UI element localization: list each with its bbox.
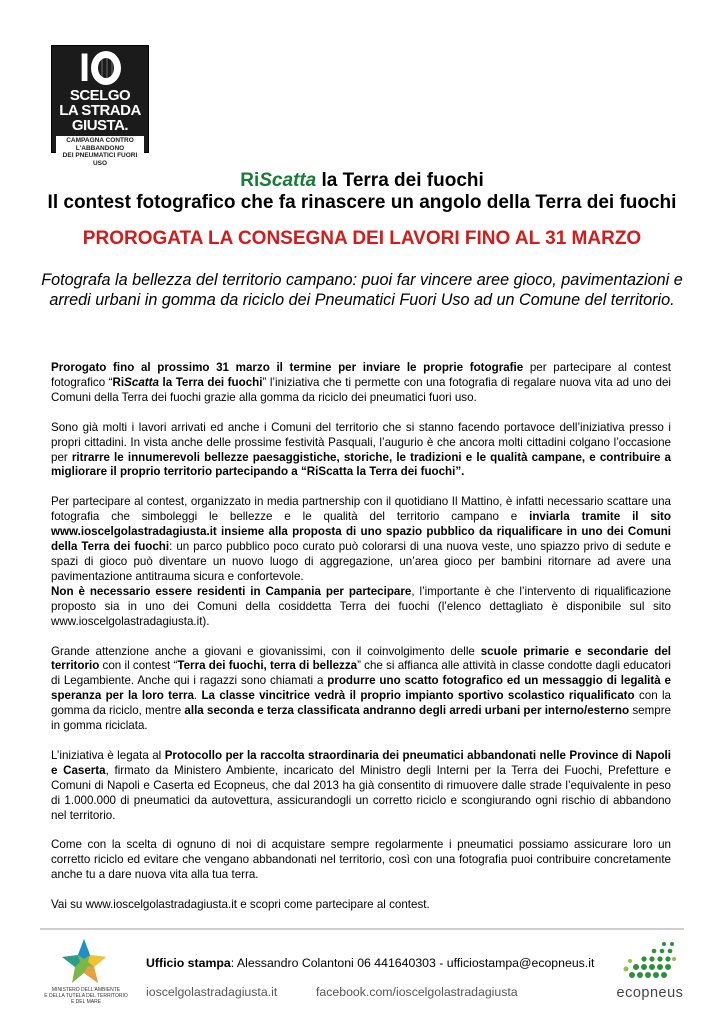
ministero-caption: MINISTERO DELL'AMBIENTE E DELLA TUTELA DEL TERRITORIO E DEL MARE <box>44 987 128 1005</box>
paragraph-5: L’iniziativa è legata al Protocollo per la raccolta straordinaria dei pneumatici abbandonati nelle Province di Napoli e Caserta, firmato da Ministero Ambiente, incaricato del Ministro degli Interni per la Terra dei Fuochi, Prefetture e Comuni di Napoli e Caserta ed Ecopneus, che dal 2013 ha già consentito di rimuovere dalle strade l’equivalente in peso di 1.000.000 di pneumatici da autovettura, assicurandogli un corretto riciclo e scongiurando ogni rischio di abbandono nel territorio. <box>51 748 671 822</box>
paragraph-4: Grande attenzione anche a giovani e giovanissimi, con il coinvolgimento delle scuole primarie e secondarie del territorio con il contest “Terra dei fuochi, terra di bellezza” che si affianca alle attività in classe condotte dagli educatori di Legambiente. Anche qui i ragazzi sono chiamati a produrre uno scatto fotografico ed un messaggio di legalità e speranza per la loro terra. La classe vincitrice vedrà il proprio impianto sportivo scolastico riqualificato con la gomma da riciclo, mentre alla seconda e terza classificata andranno degli arredi urbani per interno/esterno sempre in gomma riciclata. <box>51 644 672 733</box>
logo-line-3: GIUSTA. <box>71 117 129 134</box>
main-title <box>0 170 724 192</box>
footer-divider <box>40 928 684 930</box>
site-link[interactable]: ioscelgolastradagiusta.it <box>146 985 278 999</box>
campaign-logo <box>51 45 149 167</box>
ecopneus-wordmark: ecopneus <box>616 985 684 1001</box>
lead-paragraph: Fotografa la bellezza del territorio campano: puoi far vincere aree gioco, pavimentazioni e arredi urbani in gomma da riciclo dei Pneumatici Fuori Uso ad un Comune del territorio. <box>41 271 683 309</box>
paragraph-3b: Non è necessario essere residenti in Campania per partecipare, l’importante è che l’intervento di riqualificazione proposto sia in uno dei Comuni della cosiddetta Terra dei fuochi (l’elenco dettagliato è disponibile sul sito www.ioscelgolastradagiusta.it). <box>51 584 671 628</box>
press-office: Ufficio stampa: Alessandro Colantoni 06 441640303 - ufficiostampa@ecopneus.it <box>146 956 595 970</box>
ministero-star-icon <box>44 935 128 987</box>
paragraph-2: Sono già molti i lavori arrivati ed anche i Comuni del territorio che si stanno facendo portavoce dell’iniziativa presso i propri cittadini. In vista anche delle prossime festività Pasquali, l’augurio è che ancora molti cittadini colgano l’occasione per ritrarre le innumerevoli bellezze paesaggistiche, storiche, le tradizioni e le qualità campane, e contribuire a migliorare il proprio territorio partecipando a “RiScatta la Terra dei fuochi”. <box>51 420 671 479</box>
logo-io-i: I <box>78 46 90 90</box>
article-body <box>51 361 671 928</box>
logo-band-2: DEI PNEUMATICI FUORI USO <box>62 152 138 167</box>
facebook-link[interactable]: facebook.com/ioscelgolastradagiusta <box>316 985 518 999</box>
ecopneus-logo <box>610 935 690 1005</box>
tire-icon <box>91 51 121 85</box>
subtitle: Il contest fotografico che fa rinascere un angolo della Terra dei fuochi <box>47 192 677 213</box>
title-ri: Ri <box>240 170 260 191</box>
paragraph-6: Come con la scelta di ognuno di noi di acquistare sempre regolarmente i pneumatici possiamo assicurare loro un corretto riciclo ed evitare che vengano abbandonati nel territorio, così con una fotografia puoi contribuire concretamente anche tu a dare nuova vita alla tua terra. <box>51 838 671 882</box>
paragraph-1: Prorogato fino al prossimo 31 marzo il termine per inviare le proprie fotografie per partecipare al contest fotografico “RiScatta la Terra dei fuochi” l’iniziativa che ti permette con una fotografia di regalare nuova vita ad uno dei Comuni della Terra dei fuochi grazie alla gomma da riciclo dei pneumatici fuori uso. <box>51 361 671 404</box>
ministero-logo <box>44 935 128 1005</box>
paragraph-3: Per partecipare al contest, organizzato in media partnership con il quotidiano Il Mattino, è infatti necessario scattare una fotografia che simboleggi le bellezze e le qualità del territorio campano e inviarla tramite il sito www.ioscelgolastradagiusta.it insieme alla proposta di uno spazio pubblico da riqualificare in uno dei Comuni della Terra dei fuochi: un parco pubblico poco curato può colorarsi di una nuova veste, uno spiazzo privo di sedute e spazi di gioco può diventare un nuovo luogo di aggregazione, un’area gioco per bambini ritornare ad avere una pavimentazione antitrauma sicura e confortevole. <box>51 495 672 583</box>
title-scatta: Scatta <box>259 170 317 191</box>
title-rest: la Terra dei fuochi <box>316 170 484 191</box>
deadline-alert: PROROGATA LA CONSEGNA DEI LAVORI FINO AL 31 MARZO <box>82 228 642 249</box>
logo-line-2: LA STRADA <box>59 102 141 119</box>
logo-band <box>56 136 144 168</box>
paragraph-7: Vai su www.ioscelgolastradagiusta.it e scopri come partecipare al contest. <box>51 898 430 912</box>
ecopneus-dots-icon <box>610 935 690 985</box>
heading-block <box>0 170 724 250</box>
logo-band-1: CAMPAGNA CONTRO L'ABBANDONO <box>66 137 134 152</box>
logo-io <box>52 48 148 88</box>
logo-line-1: SCELGO <box>69 87 131 104</box>
